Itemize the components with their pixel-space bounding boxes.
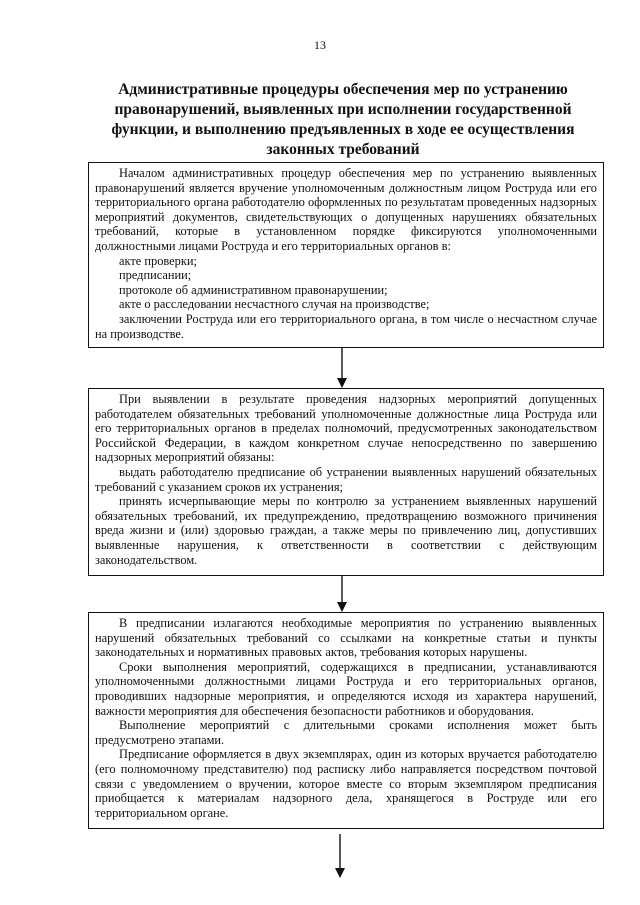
box3-paragraph: Выполнение мероприятий с длительными сроками исполнения может быть предусмотрено этапами. [95, 718, 597, 747]
box1-item: протоколе об административном правонарушении; [119, 282, 388, 297]
box2-item: принять исчерпывающие меры по контролю за устранением выявленных нарушений обязательных требований, их предупреждению, предотвращению возможного причинения вреда жизни и (или) здоровью граждан, а также меры по привлечению лиц, допустивших выявленные нарушения, к ответственности в соответствии с действующим законодательством. [95, 494, 597, 567]
title-line: законных требований [266, 141, 420, 158]
title-line: правонарушений, выявленных при исполнении государственной [114, 101, 572, 118]
title-line: функции, и выполнению предъявленных в ходе ее осуществления [111, 121, 575, 138]
box3-paragraph: В предписании излагаются необходимые мероприятия по устранению выявленных нарушений обязательных требований со ссылками на конкретные статьи и пункты законодательных и нормативных правовых актов, требования которых нарушены. [95, 616, 597, 660]
procedure-box-obligations [88, 388, 604, 576]
page-number: 13 [314, 38, 326, 52]
box1-item: акте о расследовании несчастного случая на производстве; [119, 297, 430, 312]
box1-item: акте проверки; [119, 253, 197, 268]
box1-intro: Началом административных процедур обеспечения мер по устранению выявленных правонарушений является вручение уполномоченным должностным лицом Роструда или его территориального органа работодателю оформленных по результатам проведенных надзорных мероприятий документов, свидетельствующих о допущенных нарушениях обязательных требований, которые в установленном порядке фиксируются уполномоченными должностными лицами Роструда и его территориальных органов в: [95, 166, 597, 253]
box2-item: выдать работодателю предписание об устранении выявленных нарушений обязательных требований с указанием сроков их устранения; [95, 464, 597, 494]
box1-item: заключении Роструда или его территориального органа, в том числе о несчастном случае на производстве. [95, 311, 597, 341]
box3-paragraph: Предписание оформляется в двух экземплярах, один из которых вручается работодателю (его полномочному представителю) под расписку либо направляется посредством почтовой связи с уведомлением о вручении, которое вместе со вторым экземпляром предписания приобщается к материалам надзорного дела, хранящегося в Роструде или его территориальном органе. [95, 747, 597, 820]
flow-arrow-down [336, 348, 348, 388]
box2-intro: При выявлении в результате проведения надзорных мероприятий допущенных работодателем обязательных требований уполномоченные должностные лица Роструда или его территориальных органов в пределах полномочий, предусмотренных законодательством Российской Федерации, в каждом конкретном случае непосредственно по завершению надзорных мероприятий обязаны: [95, 392, 597, 465]
box1-item: предписании; [119, 268, 192, 283]
title-line: Административные процедуры обеспечения мер по устранению [118, 81, 568, 98]
procedure-box-start [88, 162, 604, 348]
page-title [108, 80, 578, 160]
flow-arrow-down [334, 834, 346, 878]
procedure-box-prescription [88, 612, 604, 829]
flow-arrow-down [336, 576, 348, 612]
box3-paragraph: Сроки выполнения мероприятий, содержащихся в предписании, устанавливаются уполномоченными должностными лицами Роструда и его территориальных органов, проводивших надзорные мероприятия, и определяются исходя из характера нарушений, важности мероприятия для обеспечения безопасности работников и оборудования. [95, 659, 597, 718]
